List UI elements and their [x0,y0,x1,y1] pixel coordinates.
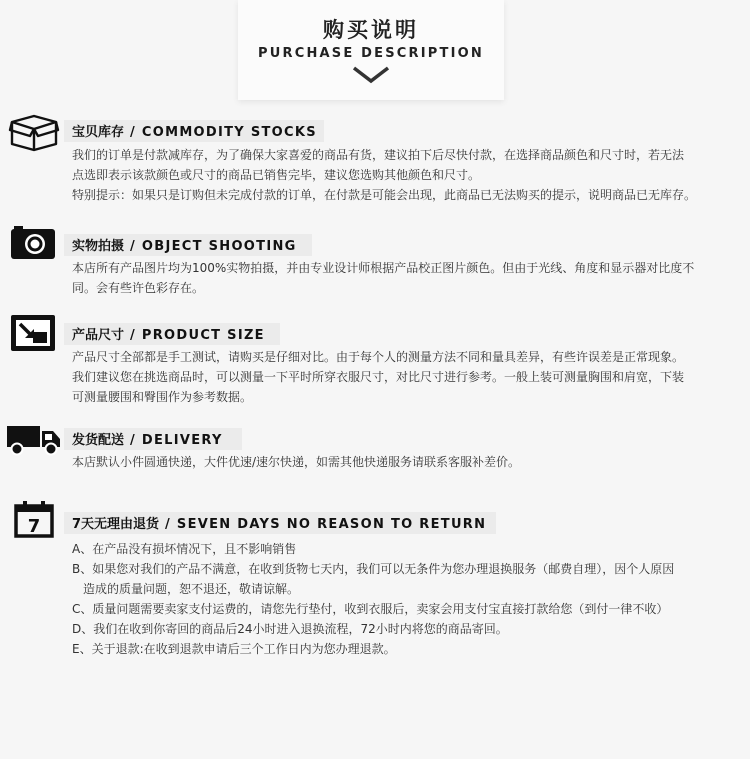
page-subtitle: PURCHASE DESCRIPTION [258,46,484,61]
list-item: D、我们在收到你寄回的商品后24小时进入退换流程，72小时内将您的商品寄回。 [72,622,508,636]
section-title-en: / DELIVERY [130,433,223,448]
body-line: 我们的订单是付款减库存，为了确保大家喜爱的商品有货，建议拍下后尽快付款，在选择商品颜色和尺寸时，若无法 [72,148,685,162]
list-item: 造成的质量问题，恕不退还，敬请谅解。 [83,582,300,596]
section-title [72,323,265,345]
body-line: 本店默认小件圆通快递，大件优速/速尔快递，如需其他快递服务请联系客服补差价。 [72,455,521,469]
section-title [72,428,223,450]
section-title-en: / SEVEN DAYS NO REASON TO RETURN [165,517,487,532]
section-title-en: / OBJECT SHOOTING [130,239,297,254]
section-title-cn: 发货配送 [72,433,125,448]
camera-icon [10,225,56,261]
list-item: A、在产品没有损坏情况下，且不影响销售 [72,542,297,556]
list-item: B、如果您对我们的产品不满意，在收到货物七天内，我们可以无条件为您办理退换服务（邮费自理），因个人原因 [72,562,675,576]
section-body [72,145,744,205]
list-item: C、质量问题需要卖家支付运费的，请您先行垫付，收到衣服后，卖家会用支付宝直接打款给您（到付一律不收） [72,602,669,616]
section-title-cn: 宝贝库存 [72,125,125,140]
section-body [72,347,744,407]
body-line: 同。会有些许色彩存在。 [72,281,205,295]
section-title-en: / COMMODITY STOCKS [130,125,317,140]
box-icon [8,112,60,152]
calendar-icon [14,500,54,538]
section-body [72,452,744,472]
section-title [72,512,486,534]
body-line: 产品尺寸全部都是手工测试，请购买是仔细对比。由于每个人的测量方法不同和量具差异，有些许误差是正常现象。 [72,350,685,364]
return-policy-list [72,539,744,659]
section-title-cn: 实物拍摄 [72,239,125,254]
page-title: 购买说明 [323,18,419,42]
body-line: 特别提示：如果只是订购但未完成付款的订单，在付款是可能会出现，此商品已无法购买的提示，说明商品已无库存。 [72,188,697,202]
truck-icon [6,424,62,456]
section-title [72,120,317,142]
list-item: E、关于退款:在收到退款申请后三个工作日内为您办理退款。 [72,642,396,656]
section-body [72,258,744,298]
section-title [72,234,297,256]
section-title-cn: 7天无理由退货 [72,517,160,532]
calendar-number: 7 [27,516,41,537]
body-line: 可测量腰围和臀围作为参考数据。 [72,390,253,404]
body-line: 点选即表示该款颜色或尺寸的商品已销售完毕，建议您选购其他颜色和尺寸。 [72,168,481,182]
body-line: 本店所有产品图片均为100%实物拍摄，并由专业设计师根据产品校正图片颜色。但由于光线、角度和显示器对比度不 [72,261,695,275]
section-title-cn: 产品尺寸 [72,328,125,343]
body-line: 我们建议您在挑选商品时，可以测量一下平时所穿衣服尺寸，对比尺寸进行参考。一般上装可测量胸围和肩宽，下装 [72,370,685,384]
chevron-down-icon [351,66,391,84]
resize-icon [11,315,55,351]
section-title-en: / PRODUCT SIZE [130,328,265,343]
header-banner [238,0,504,100]
